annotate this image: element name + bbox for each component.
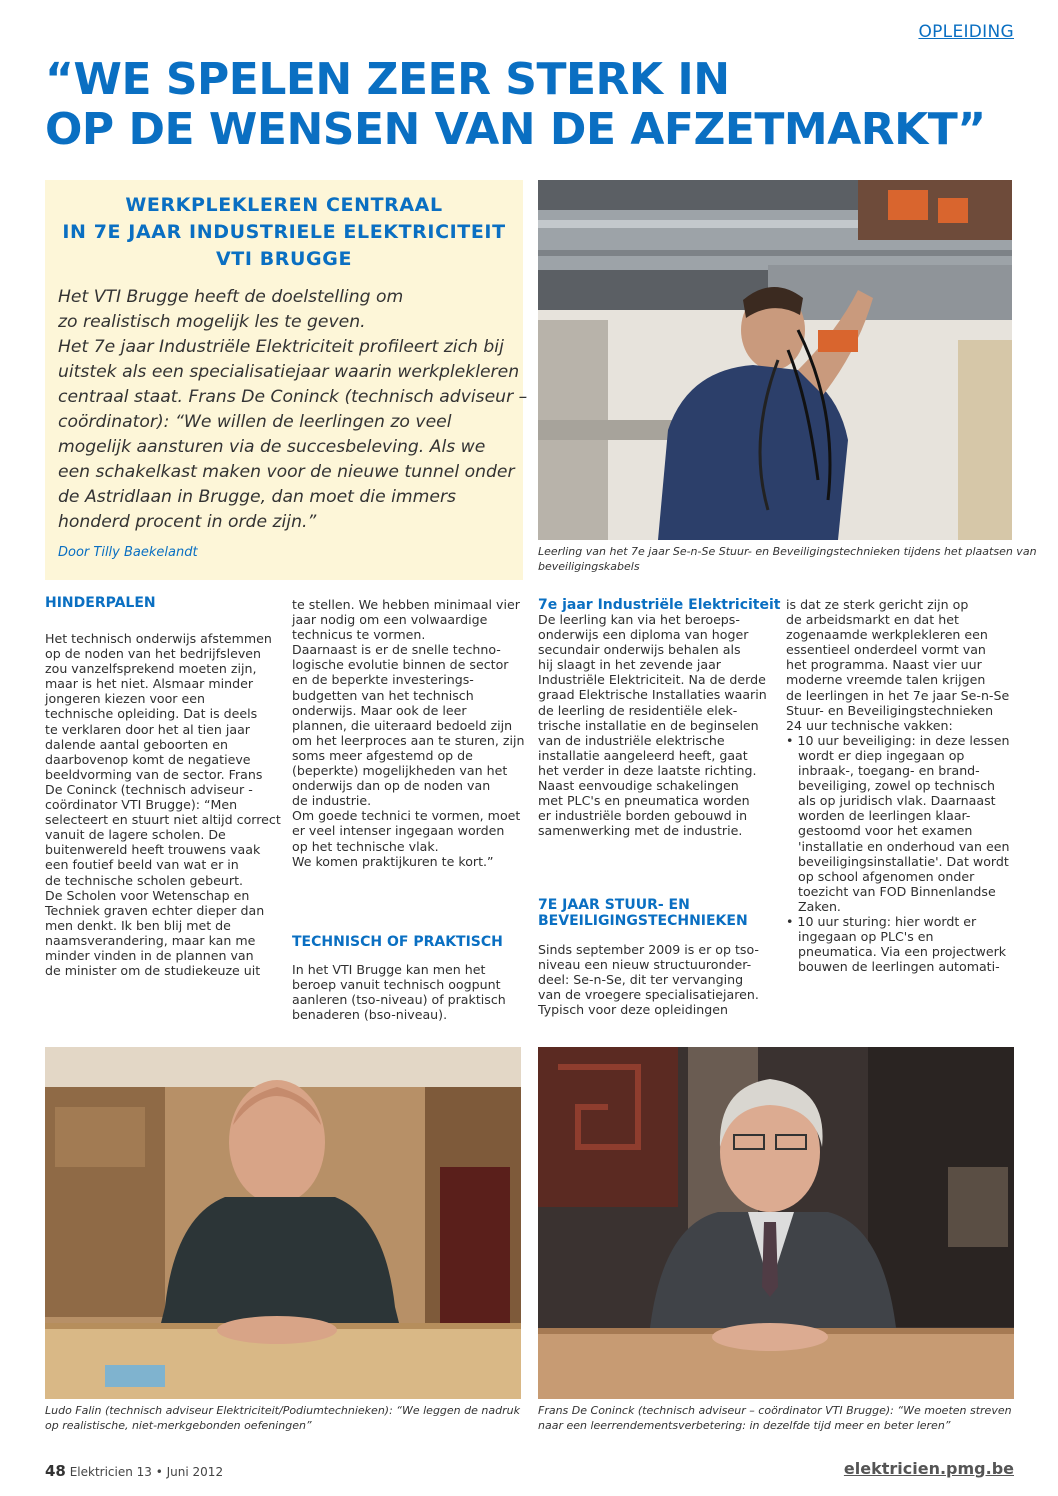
col3-heading-2 [538,897,748,929]
text-line: samenwerking met de industrie. [538,823,743,839]
text-line: jongeren kiezen voor een [45,691,205,707]
text-line: is dat ze sterk gericht zijn op [786,597,969,612]
text-line: minder vinden in de plannen van [45,947,254,963]
lead-line: honderd procent in orde zijn.” [58,512,317,532]
text-line: men denkt. Ik ben blij met de [45,917,231,933]
col2-heading: TECHNISCH OF PRAKTISCH [292,934,503,950]
headline-line-1: “WE SPELEN ZEER STERK IN [45,54,730,105]
text-line: van de vroegere specialisatiejaren. [538,987,759,1003]
text-line: beveiliging, zowel op technisch [786,778,996,794]
text-line: pneumatica. Via een projectwerk [786,944,1007,960]
text-line: installatie aangeleerd heeft, gaat [538,747,748,763]
text-line: soms meer afgestemd op de [292,747,473,763]
text-line: gestoomd voor het examen [786,823,973,839]
col3-text [538,612,768,838]
lead-line: Het 7e jaar Industriële Elektriciteit profileert zich bij [58,337,504,357]
text-line: • 10 uur beveiliging: in deze lessen [786,732,1010,748]
text-line: Industriële Elektriciteit. Na de derde [538,672,766,688]
issue-info: Elektricien 13 • Juni 2012 [69,1465,224,1479]
text-line: er veel intenser ingegaan worden [292,823,505,839]
text-line: beeldvorming van de sector. Frans [45,766,263,782]
lead-line: de Astridlaan in Brugge, dan moet die immers [58,487,456,507]
text-line: (beperkte) mogelijkheden van het [292,763,508,779]
student-photo [538,180,1012,540]
text-line: Stuur- en Beveiligingstechnieken [786,702,994,718]
text-line: secundair onderwijs behalen als [538,642,741,658]
intro-title-line: VTI BRUGGE [215,248,353,270]
text-line: om het leerproces aan te sturen, zijn [292,732,525,748]
col4-text [786,597,1018,974]
text-line: te verklaren door het al tien jaar [45,721,250,737]
lead-line: uitstek als een specialisatiejaar waarin werkplekleren [58,362,520,382]
text-line: beveiligingsinstallatie'. Dat wordt [786,853,1009,869]
text-line: In het VTI Brugge kan men het [292,962,486,977]
text-line: maar is het niet. Alsmaar minder [45,676,254,692]
caption-line: naar een leerrendementsverbetering: in dezelfde tijd meer en beter leren” [538,1419,951,1432]
text-line: beroep vanuit technisch oogpunt [292,977,501,993]
ludo-falin-photo [45,1047,521,1399]
section-tag[interactable]: OPLEIDING [918,22,1014,42]
lead-line: coördinator): “We willen de leerlingen zo veel [58,412,452,432]
ludo-falin-photo-image [45,1047,521,1399]
text-line: als op juridisch vlak. Daarnaast [786,793,996,809]
student-photo-caption [538,544,1037,574]
col3-heading: 7e jaar Industriële Elektriciteit [538,597,781,613]
page-number: 48 [45,1462,66,1480]
headline-line-2: OP DE WENSEN VAN DE AFZETMARKT” [45,104,986,155]
text-line: er industriële borden gebouwd in [538,808,748,824]
text-line: jaar nodig om een volwaardige [292,612,488,628]
text-line: naamsverandering, maar kan me [45,932,256,948]
footer-left [45,1462,223,1480]
text-line: Typisch voor deze opleidingen [538,1002,728,1018]
text-line: • 10 uur sturing: hier wordt er [786,913,977,929]
col1-heading: HINDERPALEN [45,595,156,611]
text-line: op de noden van het bedrijfsleven [45,646,262,662]
caption-line: op realistische, niet-merkgebonden oefeningen” [45,1419,312,1432]
text-line: Het technisch onderwijs afstemmen [45,631,272,646]
text-line: 24 uur technische vakken: [786,717,953,733]
text-line: plannen, die uiteraard bedoeld zijn [292,717,513,733]
lead-line: mogelijk aansturen via de succesbeleving. Als we [58,437,486,457]
text-line: een foutief beeld van wat er in [45,857,239,873]
byline: Door Tilly Baekelandt [58,545,198,560]
text-line: dalende aantal geboorten en [45,736,228,752]
col2-text [292,597,525,869]
text-line: vanuit de lagere scholen. De [45,827,226,843]
text-line: Techniek graven echter dieper dan [45,902,265,918]
text-line: daarbovenop komt de negatieve [45,751,251,767]
text-line: het programma. Naast vier uur [786,657,982,673]
text-line: 'installatie en onderhoud van een [786,838,1010,854]
student-photo-image [538,180,1012,540]
text-line: wordt er diep ingegaan op [786,747,965,763]
headline [45,55,1025,155]
text-line: niveau een nieuw structuuronder- [538,957,752,973]
col1-text [45,631,281,979]
text-line: de leerlingen in het 7e jaar Se-n-Se [786,687,1010,703]
text-line: zogenaamde werkplekleren een [786,627,988,643]
text-line: te stellen. We hebben minimaal vier [292,597,520,612]
text-line: coördinator VTI Brugge): “Men [45,797,238,813]
text-line: De Coninck (technisch adviseur - [45,781,253,797]
text-line: Daarnaast is er de snelle techno- [292,642,501,658]
ludo-falin-caption [45,1403,525,1433]
text-line: Sinds september 2009 is er op tso- [538,942,759,957]
lead-line: centraal staat. Frans De Coninck (technisch adviseur – [58,387,528,407]
col2b-text [292,962,522,1022]
frans-de-coninck-photo-image [538,1047,1014,1399]
text-line: deel: Se-n-Se, dit ter vervanging [538,972,744,988]
text-line: met PLC's en pneumatica worden [538,793,750,809]
lead-line: Het VTI Brugge heeft de doelstelling om [58,287,404,307]
caption-line: Frans De Coninck (technisch adviseur – coördinator VTI Brugge): “We moeten streven [538,1404,1012,1417]
caption-line: Leerling van het 7e jaar Se-n-Se Stuur- en Beveiligingstechnieken tijdens het plaatsen van [538,545,1037,558]
text-line: Om goede technici te vormen, moet [292,808,521,824]
text-line: logische evolutie binnen de sector [292,657,509,673]
caption-line: beveiligingskabels [538,560,640,573]
frans-de-coninck-photo [538,1047,1014,1399]
text-line: en de beperkte investerings- [292,672,474,688]
text-line: toezicht van FOD Binnenlandse [786,883,996,899]
text-line: hij slaagt in het zevende jaar [538,657,721,673]
text-line: graad Elektrische Installaties waarin [538,687,767,703]
frans-de-coninck-caption [538,1403,1018,1433]
text-line: selecteert en stuurt niet altijd correct [45,812,281,828]
text-line: onderwijs. Maar ook de leer [292,702,467,718]
text-line: budgetten van het technisch [292,687,474,703]
text-line: onderwijs dan op de noden van [292,778,491,794]
text-line: de industrie. [292,793,372,809]
text-line: worden de leerlingen klaar- [786,808,971,824]
text-line: We komen praktijkuren te kort.” [292,853,494,869]
lead-line: zo realistisch mogelijk les te geven. [58,312,366,332]
text-line: onderwijs een diploma van hoger [538,627,749,643]
text-line: technische opleiding. Dat is deels [45,706,258,722]
text-line: De leerling kan via het beroeps- [538,612,740,627]
intro-title-line: IN 7E JAAR INDUSTRIELE ELEKTRICITEIT [62,221,506,243]
text-line: de leerling de residentiële elek- [538,702,738,718]
text-line: op het technische vlak. [292,838,439,854]
text-line: aanleren (tso-niveau) of praktisch [292,992,506,1008]
footer-url[interactable]: elektricien.pmg.be [843,1459,1014,1478]
text-line: essentieel onderdeel vormt van [786,642,986,658]
caption-line: Ludo Falin (technisch adviseur Elektriciteit/Podiumtechnieken): “We leggen de nadruk [45,1404,520,1417]
intro-box [45,180,528,580]
heading-line: BEVEILIGINGSTECHNIEKEN [538,913,748,929]
text-line: moderne vreemde talen krijgen [786,672,986,688]
intro-lead [58,285,528,535]
heading-line: 7E JAAR STUUR- EN [538,897,690,913]
text-line: Naast eenvoudige schakelingen [538,778,739,794]
text-line: De Scholen voor Wetenschap en [45,887,250,903]
text-line: technicus te vormen. [292,627,426,643]
text-line: buitenwereld heeft trouwens vaak [45,842,261,858]
text-line: benaderen (bso-niveau). [292,1007,448,1023]
text-line: van de industriële elektrische [538,732,725,748]
text-line: ingegaan op PLC's en [786,929,934,945]
text-line: bouwen de leerlingen automati- [786,959,1000,975]
text-line: het verder in deze laatste richting. [538,762,757,778]
text-line: de technische scholen gebeurt. [45,872,244,888]
text-line: Zaken. [786,898,841,914]
intro-title-line: WERKPLEKLEREN CENTRAAL [125,194,443,216]
text-line: inbraak-, toegang- en brand- [786,763,980,779]
text-line: de arbeidsmarkt en dat het [786,612,959,628]
text-line: op school afgenomen onder [786,868,975,884]
lead-line: een schakelkast maken voor de nieuwe tunnel onder [58,462,515,482]
intro-title [45,192,523,273]
text-line: de minister om de studiekeuze uit [45,963,261,979]
text-line: trische installatie en de beginselen [538,717,759,733]
text-line: zou vanzelfsprekend moeten zijn, [45,661,257,677]
col3b-text [538,942,768,1017]
